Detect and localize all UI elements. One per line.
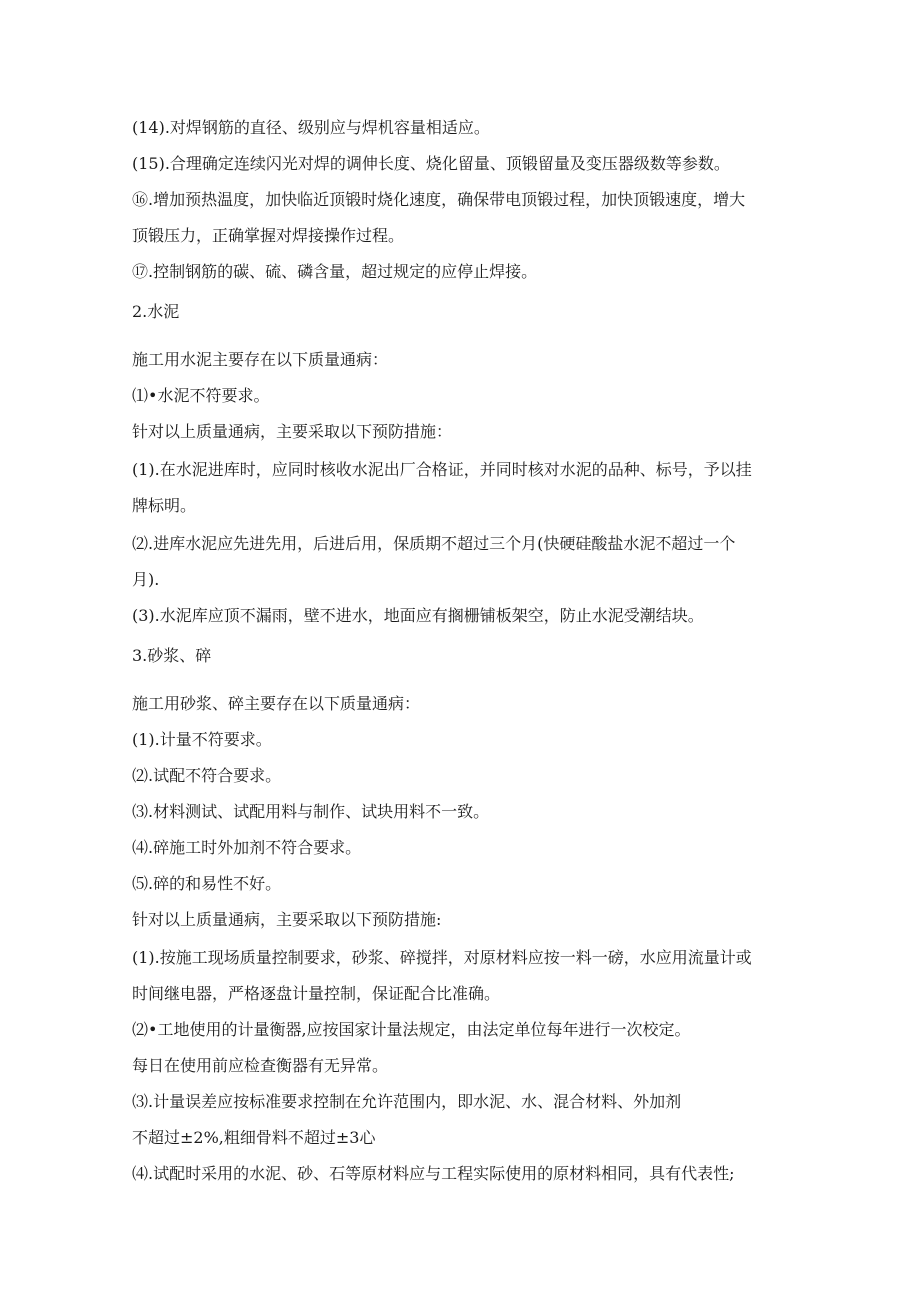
paragraph-line: 不超过±2%,粗细骨料不超过±3心: [132, 1128, 376, 1147]
paragraph-line: ⑯.增加预热温度，加快临近顶锻时烧化速度，确保带电顶锻过程，加快顶锻速度，增大: [132, 190, 746, 209]
paragraph-line: 牌标明。: [132, 496, 197, 515]
paragraph-line: 针对以上质量通病，主要采取以下预防措施：: [132, 422, 453, 441]
list-item: ⑵.试配不符合要求。: [132, 766, 282, 785]
list-item: ⑵•工地使用的计量衡器,应按国家计量法规定，由法定单位每年进行一次校定。: [132, 1020, 691, 1039]
paragraph-line: ⑰.控制钢筋的碳、硫、磷含量，超过规定的应停止焊接。: [132, 262, 538, 281]
list-item: (1).计量不符要求。: [132, 730, 272, 749]
list-item: ⑵.进库水泥应先进先用，后进后用，保质期不超过三个月(快硬硅酸盐水泥不超过一个: [132, 534, 736, 553]
list-item: ⑷.试配时采用的水泥、砂、石等原材料应与工程实际使用的原材料相同，具有代表性;: [132, 1164, 735, 1183]
paragraph-line: 顶锻压力，正确掌握对焊接操作过程。: [132, 226, 405, 245]
paragraph-line: 施工用水泥主要存在以下质量通病：: [132, 350, 389, 369]
list-item: ⑴•水泥不符要求。: [132, 386, 270, 405]
list-item: ⑷.碎施工时外加剂不符合要求。: [132, 838, 362, 857]
list-item: (1).在水泥进库时，应同时核收水泥出厂合格证，并同时核对水泥的品种、标号，予以挂: [132, 460, 752, 479]
paragraph-line: (15).合理确定连续闪光对焊的调伸长度、烧化留量、顶锻留量及变压器级数等参数。: [132, 154, 730, 173]
paragraph-line: 施工用砂浆、碎主要存在以下质量通病：: [132, 694, 421, 713]
section-heading: 2.水泥: [132, 302, 180, 321]
section-heading: 3.砂浆、碎: [132, 646, 212, 665]
paragraph-line: 针对以上质量通病，主要采取以下预防措施:: [132, 910, 442, 929]
paragraph-line: 每日在使用前应检查衡器有无异常。: [132, 1056, 389, 1075]
paragraph-line: 月).: [132, 570, 160, 589]
list-item: ⑶.计量误差应按标准要求控制在允许范围内，即水泥、水、混合材料、外加剂: [132, 1092, 682, 1111]
paragraph-line: 时间继电器，严格逐盘计量控制，保证配合比准确。: [132, 984, 501, 1003]
list-item: ⑸.碎的和易性不好。: [132, 874, 282, 893]
paragraph-line: (14).对焊钢筋的直径、级别应与焊机容量相适应。: [132, 118, 490, 137]
list-item: ⑶.材料测试、试配用料与制作、试块用料不一致。: [132, 802, 490, 821]
list-item: (1).按施工现场质量控制要求，砂浆、碎搅拌，对原材料应按一料一磅，水应用流量计或: [132, 948, 752, 967]
list-item: (3).水泥库应顶不漏雨，壁不进水，地面应有搁栅铺板架空，防止水泥受潮结块。: [132, 606, 704, 625]
